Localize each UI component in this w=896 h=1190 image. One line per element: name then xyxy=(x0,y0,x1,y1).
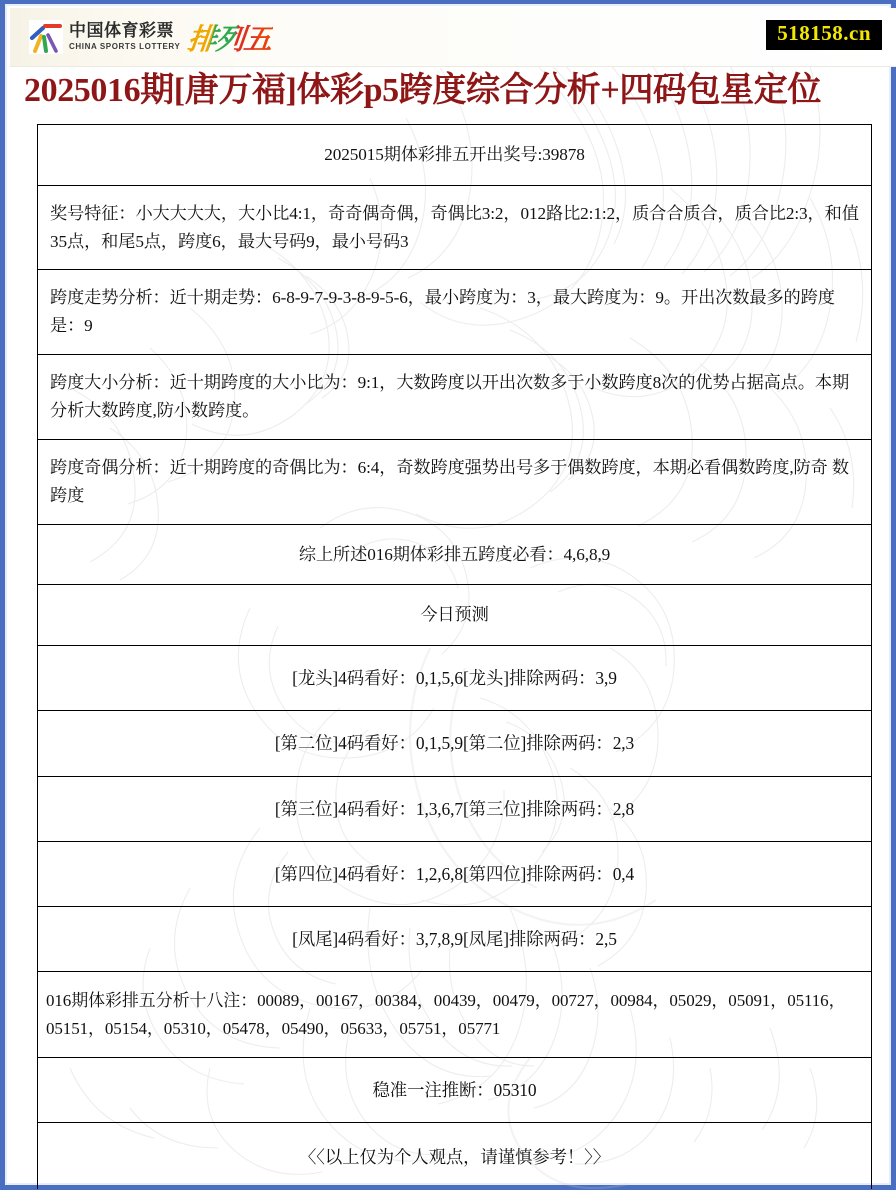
table-row-eighteen-notes xyxy=(38,972,872,1058)
table-row-trend-analysis xyxy=(38,270,872,355)
prediction-dragon-head-text: [龙头]4码看好：0,1,5,6[龙头]排除两码：3,9 xyxy=(292,668,617,689)
analysis-table xyxy=(37,124,872,1189)
table-row-size-analysis xyxy=(38,355,872,440)
trend-analysis-text: 跨度走势分析：近十期走势：6-8-9-7-9-3-8-9-5-6，最小跨度为：3，最大跨度为：9。开出次数最多的跨度是：9 xyxy=(50,288,835,336)
prediction-phoenix-tail-text: [凤尾]4码看好：3,7,8,9[凤尾]排除两码：2,5 xyxy=(292,929,617,949)
table-row-parity-analysis xyxy=(38,439,872,524)
lottery-emblem-icon xyxy=(27,18,65,56)
prediction-header-text: 今日预测 xyxy=(420,605,489,625)
page-title: 2025016期[唐万福]体彩p5跨度综合分析+四码包星定位 xyxy=(24,72,821,109)
disclaimer-text: 〈〈以上仅为个人观点，请谨慎参考！〉〉 xyxy=(298,1147,611,1168)
table-row-prediction-position-2 xyxy=(38,711,872,776)
analysis-table-wrapper xyxy=(37,124,872,1189)
table-row-draw-header xyxy=(38,124,872,185)
logo-wordmark xyxy=(69,23,180,51)
table-row-prediction-header xyxy=(38,585,872,646)
page-inner xyxy=(10,8,896,1189)
logo-game-name: 排列五 xyxy=(186,17,274,58)
parity-analysis-text: 跨度奇偶分析：近十期跨度的奇偶比为：6:4，奇数跨度强势出号多于偶数跨度，本期必看偶数跨度,防奇 数跨度 xyxy=(50,457,849,505)
site-header xyxy=(10,8,896,67)
prediction-position-4-text: [第四位]4码看好：1,2,6,8[第四位]排除两码：0,4 xyxy=(274,863,635,884)
size-analysis-text: 跨度大小分析：近十期跨度的大小比为：9:1，大数跨度以开出次数多于小数跨度8次的优势占据高点。本期分析大数跨度,防小数跨度。 xyxy=(50,373,850,420)
eighteen-notes-text: 016期体彩排五分析十八注：00089，00167，00384，00439，00479，00727，00984，05029，05091，05116，05151，05154，05310，05478，05490，05633，05751，05771 xyxy=(46,991,846,1038)
table-row-prediction-dragon-head xyxy=(38,646,872,711)
summary-text: 综上所述016期体彩排五跨度必看：4,6,8,9 xyxy=(298,544,611,564)
feature-analysis-text: 奖号特征：小大大大大，大小比4:1，奇奇偶奇偶，奇偶比3:2，012路比2:1:2，质合合质合，质合比2:3，和值35点，和尾5点，跨度6，最大号码9，最小号码3 xyxy=(50,203,859,251)
table-row-single-pick xyxy=(38,1058,872,1123)
site-url-badge[interactable]: 518158.cn xyxy=(766,20,882,50)
prediction-position-3-text: [第三位]4码看好：1,3,6,7[第三位]排除两码：2,8 xyxy=(274,798,635,819)
prediction-position-2-text: [第二位]4码看好：0,1,5,9[第二位]排除两码：2,3 xyxy=(274,733,635,754)
logo-chinese-name: 中国体育彩票 xyxy=(69,21,174,41)
single-pick-text: 稳准一注推断：05310 xyxy=(372,1080,537,1101)
table-row-disclaimer xyxy=(38,1123,872,1189)
table-row-feature-analysis xyxy=(38,185,872,270)
table-row-prediction-phoenix-tail xyxy=(38,907,872,972)
table-row-prediction-position-4 xyxy=(38,841,872,906)
draw-header-text: 2025015期体彩排五开出奖号:39878 xyxy=(324,144,585,164)
table-row-summary xyxy=(38,524,872,585)
logo-english-name: CHINA SPORTS LOTTERY xyxy=(69,42,181,51)
sports-lottery-logo xyxy=(27,14,275,60)
table-row-prediction-position-3 xyxy=(38,776,872,841)
